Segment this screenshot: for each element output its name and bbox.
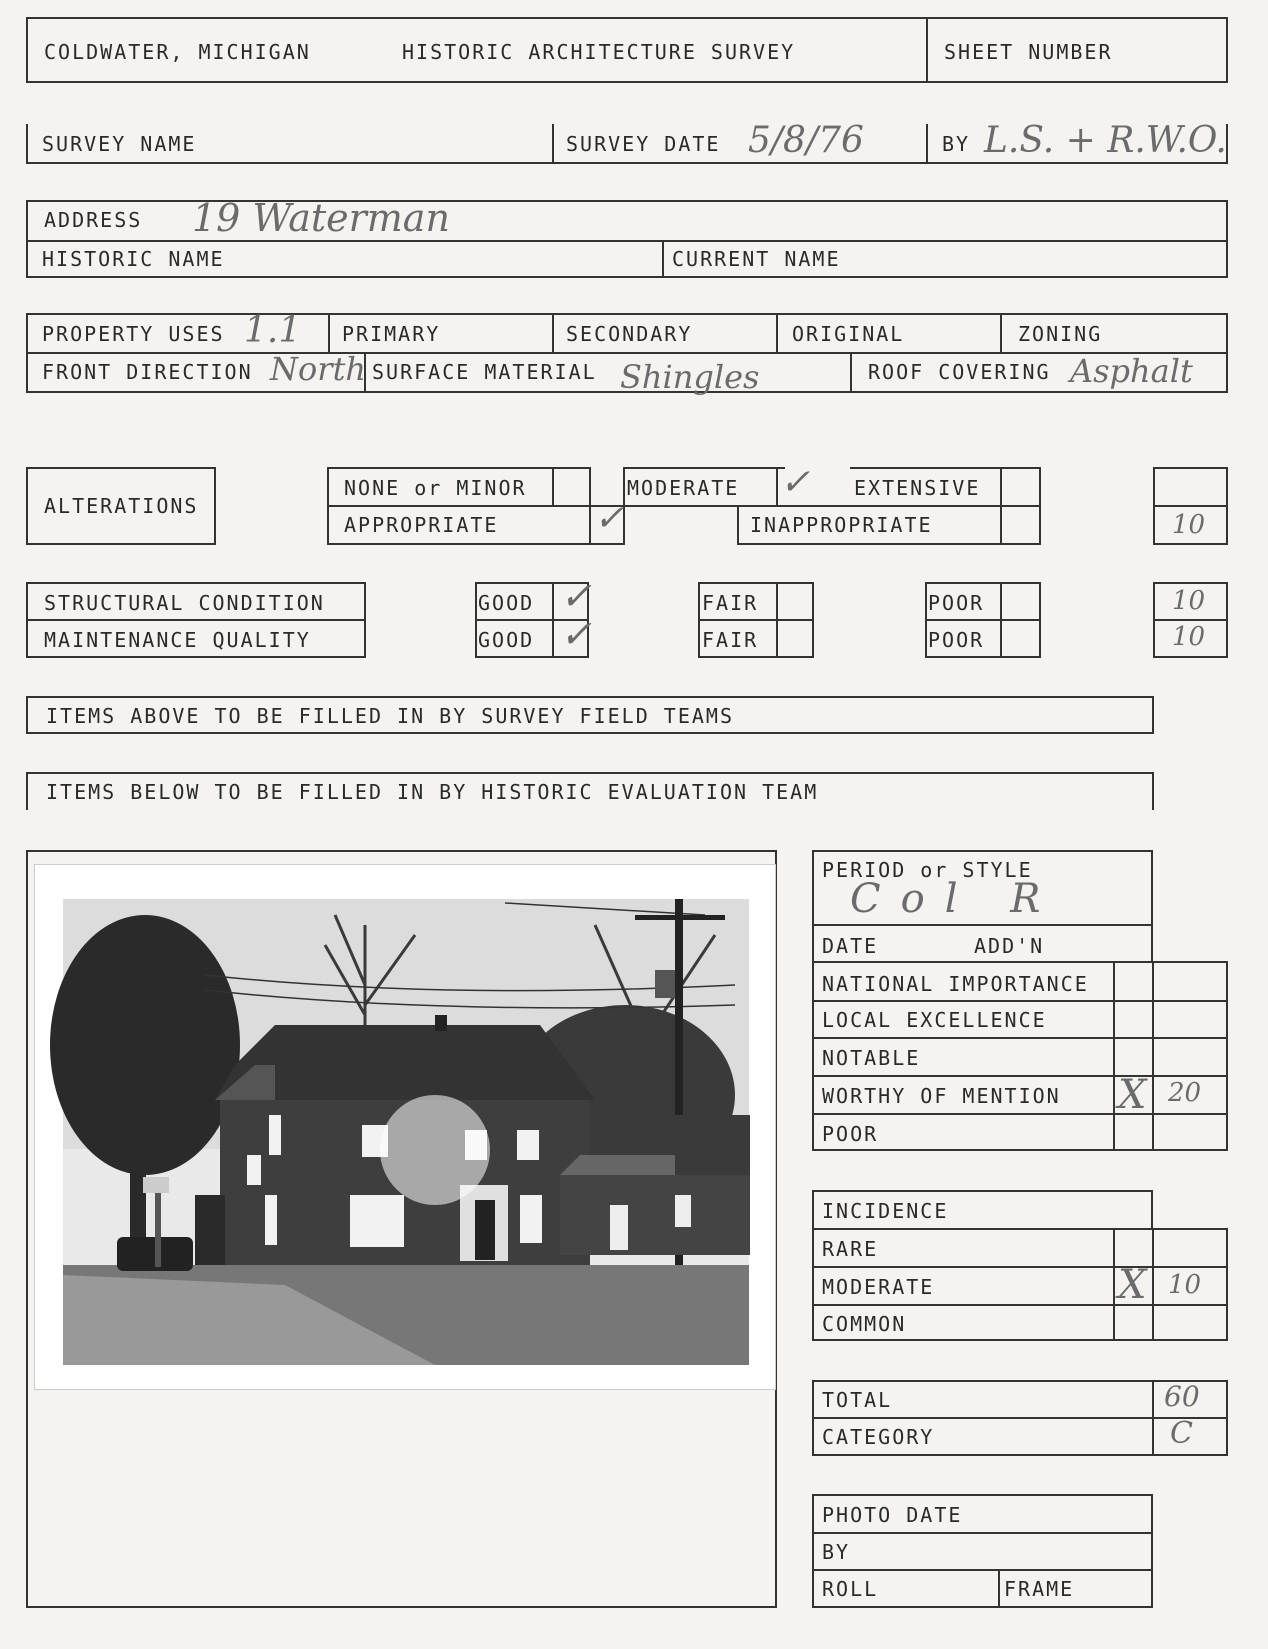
property-uses-value: 1.1 — [244, 310, 302, 351]
structural-condition-label: STRUCTURAL CONDITION — [44, 591, 325, 615]
roll-label: ROLL — [822, 1577, 879, 1601]
front-direction-value: North — [270, 350, 367, 388]
inappropriate-option: INAPPROPRIATE — [750, 513, 933, 537]
category-value: C — [1170, 1416, 1193, 1451]
worthy-mark: X — [1118, 1072, 1147, 1118]
worthy-score: 20 — [1168, 1078, 1202, 1108]
house-photo — [34, 864, 776, 1390]
notable: NOTABLE — [822, 1046, 921, 1070]
secondary-label: SECONDARY — [566, 322, 693, 346]
primary-label: PRIMARY — [342, 322, 441, 346]
total-label: TOTAL — [822, 1388, 893, 1412]
maintenance-good: GOOD — [478, 628, 535, 652]
none-minor-option: NONE or MINOR — [344, 476, 527, 500]
survey-bottom-line — [26, 162, 1228, 164]
alterations-label: ALTERATIONS — [44, 494, 199, 518]
current-name-label: CURRENT NAME — [672, 247, 841, 271]
photo-date-label: PHOTO DATE — [822, 1503, 963, 1527]
worthy-of-mention: WORTHY OF MENTION — [822, 1084, 1061, 1108]
extensive-option: EXTENSIVE — [854, 476, 981, 500]
house-photo-graphic — [35, 865, 775, 1389]
incidence-common: COMMON — [822, 1312, 907, 1336]
survey-by-value: L.S. + R.W.O. — [984, 120, 1227, 161]
period-label: PERIOD or STYLE — [822, 858, 1033, 882]
historic-name-label: HISTORIC NAME — [42, 247, 225, 271]
survey-date-value: 5/8/76 — [748, 120, 864, 161]
structural-good-check: ✓ — [560, 574, 592, 618]
address-value: 19 Waterman — [192, 196, 450, 240]
survey-date-label: SURVEY DATE — [566, 132, 721, 156]
date-label: DATE — [822, 934, 879, 958]
roof-covering-label: ROOF COVERING — [868, 360, 1051, 384]
zoning-label: ZONING — [1018, 322, 1103, 346]
header-divider — [926, 17, 928, 83]
incidence-moderate-mark: X — [1118, 1262, 1147, 1308]
maintenance-poor: POOR — [928, 628, 985, 652]
incidence-moderate: MODERATE — [822, 1275, 935, 1299]
period-value: Col R — [850, 876, 1061, 922]
survey-by-label: BY — [942, 132, 971, 156]
local-excellence: LOCAL EXCELLENCE — [822, 1008, 1047, 1032]
appropriate-check: ✓ — [594, 498, 625, 539]
sheet-number-label: SHEET NUMBER — [944, 40, 1113, 64]
photo-by-label: BY — [822, 1540, 851, 1564]
alterations-score: 10 — [1172, 510, 1206, 540]
note-above: ITEMS ABOVE TO BE FILLED IN BY SURVEY FIELD TEAMS — [46, 704, 735, 728]
appropriate-option: APPROPRIATE — [344, 513, 499, 537]
moderate-option: MODERATE — [627, 476, 740, 500]
incidence-moderate-score: 10 — [1168, 1270, 1202, 1300]
surface-material-label: SURFACE MATERIAL — [372, 360, 597, 384]
addn-label: ADD'N — [974, 934, 1045, 958]
incidence-rare: RARE — [822, 1237, 879, 1261]
structural-fair: FAIR — [702, 591, 759, 615]
property-uses-label: PROPERTY USES — [42, 322, 225, 346]
structural-good: GOOD — [478, 591, 535, 615]
evaluation-poor: POOR — [822, 1122, 879, 1146]
address-label: ADDRESS — [44, 208, 143, 232]
structural-poor: POOR — [928, 591, 985, 615]
maintenance-fair: FAIR — [702, 628, 759, 652]
city-label: COLDWATER, MICHIGAN — [44, 40, 311, 64]
maintenance-quality-label: MAINTENANCE QUALITY — [44, 628, 311, 652]
incidence-label: INCIDENCE — [822, 1199, 949, 1223]
moderate-check: ✓ — [780, 462, 811, 503]
roof-covering-value: Asphalt — [1070, 352, 1193, 390]
maintenance-score: 10 — [1172, 622, 1206, 652]
note-below: ITEMS BELOW TO BE FILLED IN BY HISTORIC EVALUATION TEAM — [46, 780, 819, 804]
form-title: HISTORIC ARCHITECTURE SURVEY — [402, 40, 796, 64]
maintenance-good-check: ✓ — [560, 612, 592, 656]
front-direction-label: FRONT DIRECTION — [42, 360, 253, 384]
surface-material-value: Shingles — [620, 358, 760, 396]
frame-label: FRAME — [1004, 1577, 1075, 1601]
survey-name-label: SURVEY NAME — [42, 132, 197, 156]
national-importance: NATIONAL IMPORTANCE — [822, 972, 1089, 996]
structural-score: 10 — [1172, 586, 1206, 616]
original-label: ORIGINAL — [792, 322, 905, 346]
category-label: CATEGORY — [822, 1425, 935, 1449]
total-value: 60 — [1164, 1380, 1200, 1413]
